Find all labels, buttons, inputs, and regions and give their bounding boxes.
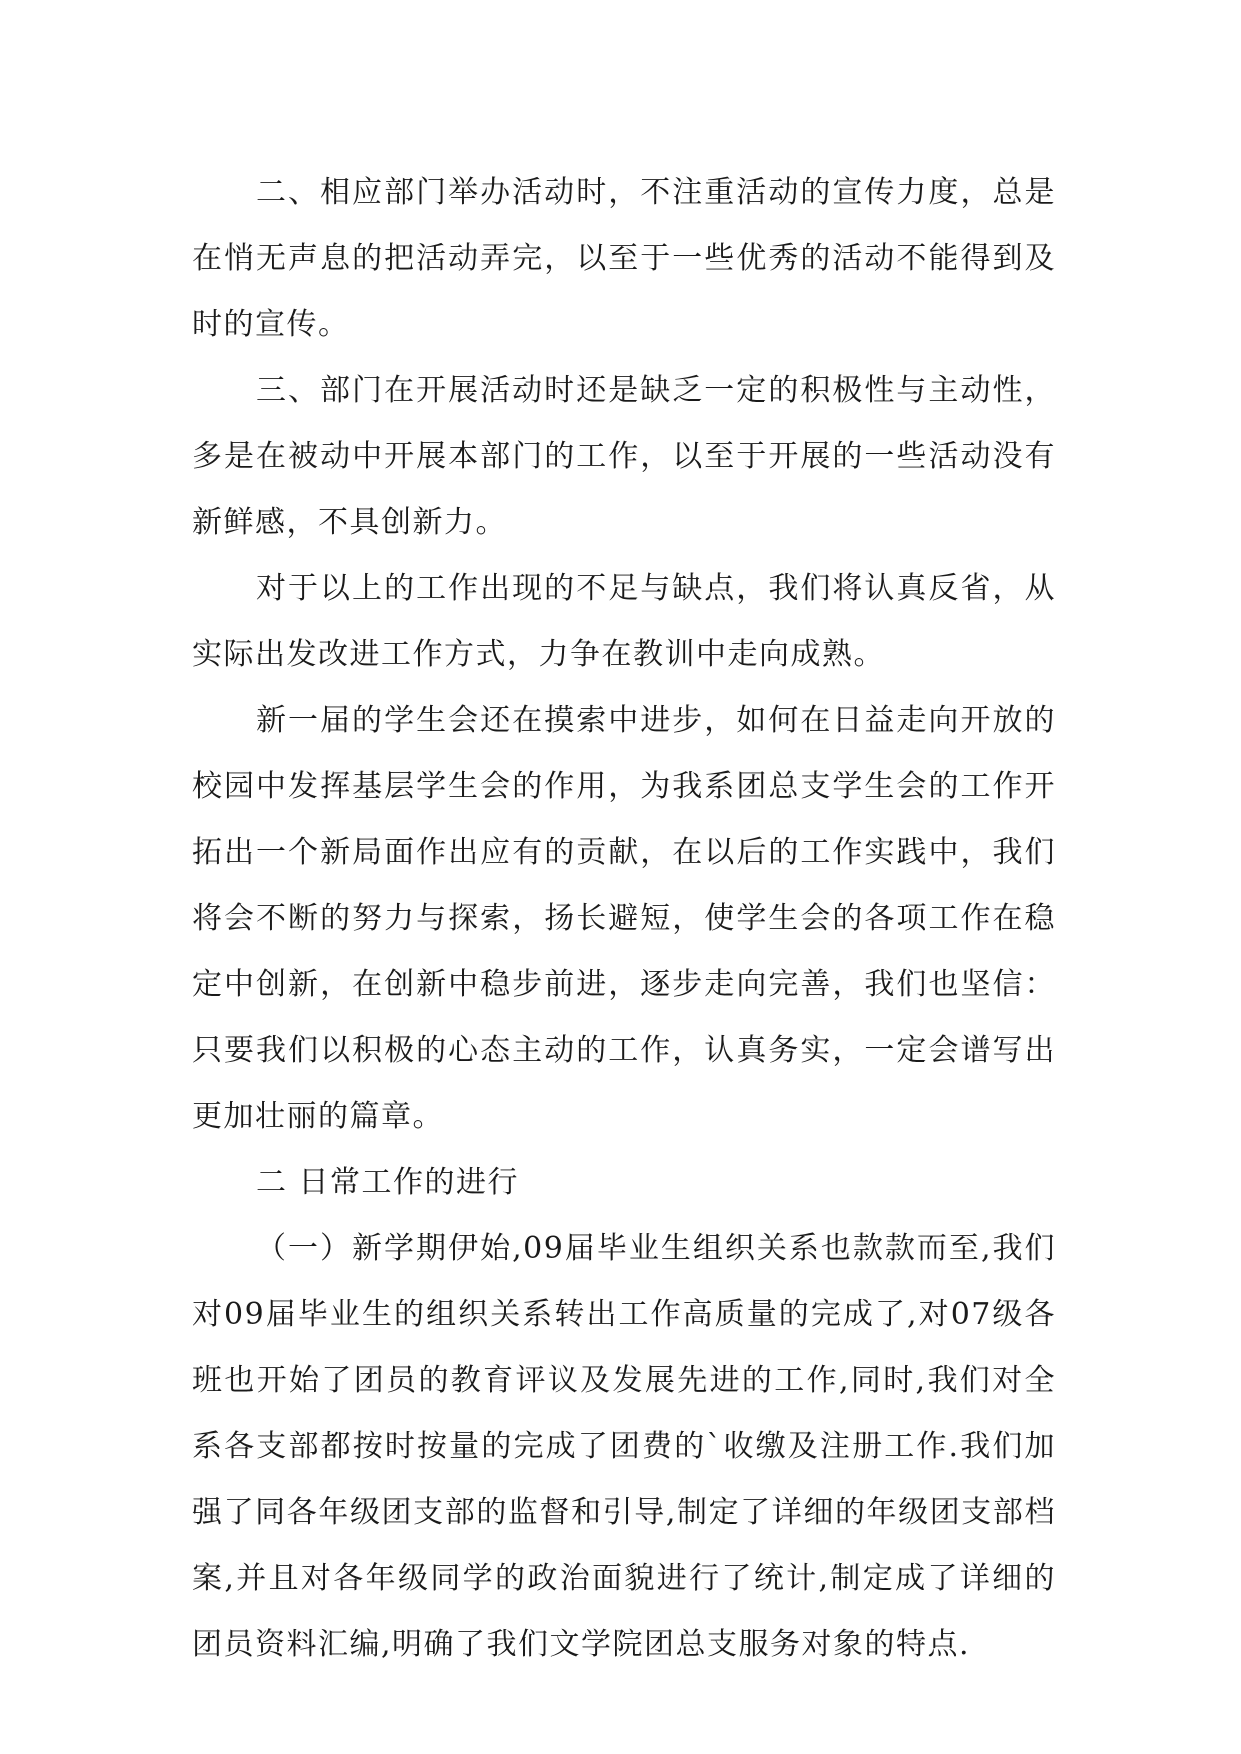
section-heading-daily-work: 二 日常工作的进行 <box>256 1165 520 1200</box>
document-body <box>192 160 1056 1678</box>
paragraph-reflection: 对于以上的工作出现的不足与缺点，我们将认真反省，从实际出发改进工作方式，力争在教训中走向成熟。 <box>192 571 1056 672</box>
paragraph-initiative-issue: 三、部门在开展活动时还是缺乏一定的积极性与主动性，多是在被动中开展本部门的工作，以至于开展的一些活动没有新鲜感，不具创新力。 <box>192 373 1056 540</box>
paragraph-daily-work-one: （一）新学期伊始,09届毕业生组织关系也款款而至,我们对09届毕业生的组织关系转出工作高质量的完成了,对07级各班也开始了团员的教育评议及发展先进的工作,同时,我们对全系各支部都按时按量的完成了团费的`收缴及注册工作.我们加强了同各年级团支部的监督和引导,制定了详细的年级团支部档案,并且对各年级同学的政治面貌进行了统计,制定成了详细的团员资料汇编,明确了我们文学院团总支服务对象的特点. <box>192 1231 1056 1662</box>
paragraph-outlook: 新一届的学生会还在摸索中进步，如何在日益走向开放的校园中发挥基层学生会的作用，为我系团总支学生会的工作开拓出一个新局面作出应有的贡献，在以后的工作实践中，我们将会不断的努力与探索，扬长避短，使学生会的各项工作在稳定中创新，在创新中稳步前进，逐步走向完善，我们也坚信：只要我们以积极的心态主动的工作，认真务实，一定会谱写出更加壮丽的篇章。 <box>192 703 1056 1134</box>
paragraph-publicity-issue: 二、相应部门举办活动时，不注重活动的宣传力度，总是在悄无声息的把活动弄完，以至于一些优秀的活动不能得到及时的宣传。 <box>192 175 1056 342</box>
